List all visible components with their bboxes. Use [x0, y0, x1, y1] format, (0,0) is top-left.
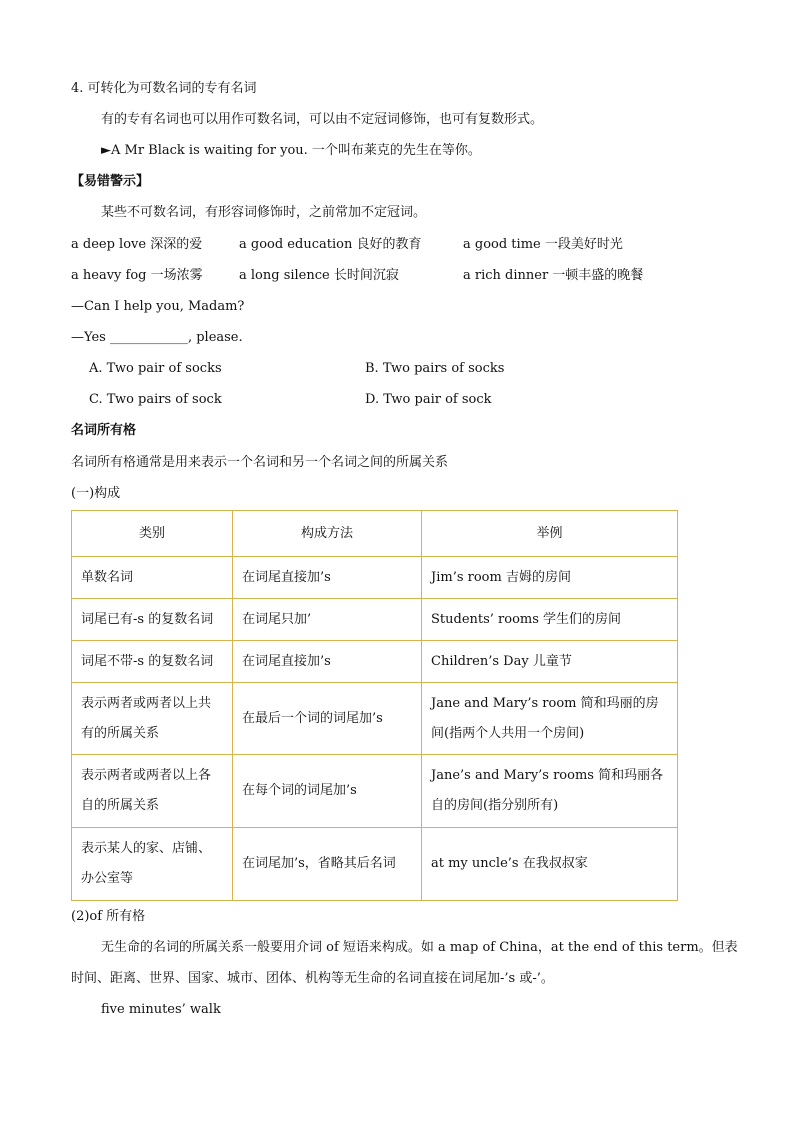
table-cell: 表示某人的家、店铺、办公室等	[72, 828, 233, 901]
subsection-heading: (2)of 所有格	[71, 909, 146, 924]
subsection-heading: (一)构成	[71, 486, 121, 501]
of-paragraph-line-1: 无生命的名词的所属关系一般要用介词 of 短语来构成。如 a map of China，at the end of this term。但表	[101, 940, 738, 955]
possessive-title: 名词所有格	[71, 423, 137, 438]
table-cell: 表示两者或两者以上各自的所属关系	[72, 755, 233, 828]
possessive-intro: 名词所有格通常是用来表示一个名词和另一个名词之间的所属关系	[71, 455, 449, 470]
table-row	[72, 683, 678, 755]
table-cell: Jane and Mary’s room 简和玛丽的房间(指两个人共用一个房间)	[422, 683, 678, 755]
table-cell: 表示两者或两者以上共有的所属关系	[72, 683, 233, 755]
phrase: a long silence 长时间沉寂	[239, 268, 399, 283]
phrase: a good time 一段美好时光	[463, 237, 623, 252]
example-phrase: five minutes’ walk	[101, 1002, 221, 1017]
of-paragraph-line-2: 时间、距离、世界、国家、城市、团体、机构等无生命的名词直接在词尾加-’s 或-’。	[71, 971, 554, 986]
example-sentence: ►A Mr Black is waiting for you. 一个叫布莱克的先生在等你。	[101, 143, 481, 158]
table-cell: Students’ rooms 学生们的房间	[422, 599, 678, 641]
option-b: B. Two pairs of socks	[365, 361, 505, 376]
table-cell: 在词尾直接加’s	[233, 641, 422, 683]
warning-text: 某些不可数名词，有形容词修饰时，之前常加不定冠词。	[101, 205, 427, 220]
table-cell: 在词尾加’s，省略其后名词	[233, 828, 422, 901]
table-row	[72, 828, 678, 901]
table-cell: at my uncle’s 在我叔叔家	[422, 828, 678, 901]
option-c: C. Two pairs of sock	[89, 392, 222, 407]
table-header-cell: 举例	[422, 511, 678, 557]
table-cell: 在最后一个词的词尾加’s	[233, 683, 422, 755]
table-row	[72, 557, 678, 599]
table-cell: 在每个词的词尾加’s	[233, 755, 422, 828]
warning-title: 【易错警示】	[71, 174, 150, 189]
table-cell: Children’s Day 儿童节	[422, 641, 678, 683]
question-line-2: —Yes ____________, please.	[71, 330, 243, 345]
possessive-table	[71, 510, 678, 901]
table-cell: 词尾不带-s 的复数名词	[72, 641, 233, 683]
table-row	[72, 755, 678, 828]
phrase: a good education 良好的教育	[239, 237, 422, 252]
phrase: a rich dinner 一顿丰盛的晚餐	[463, 268, 644, 283]
phrase: a heavy fog 一场浓雾	[71, 268, 203, 283]
table-cell: 词尾已有-s 的复数名词	[72, 599, 233, 641]
table-row	[72, 641, 678, 683]
phrase: a deep love 深深的爱	[71, 237, 203, 252]
table-header-cell: 类别	[72, 511, 233, 557]
table-row	[72, 599, 678, 641]
table-cell: 单数名词	[72, 557, 233, 599]
section-intro: 有的专有名词也可以用作可数名词，可以由不定冠词修饰，也可有复数形式。	[101, 112, 544, 127]
table-cell: Jane’s and Mary’s rooms 简和玛丽各自的房间(指分别所有)	[422, 755, 678, 828]
table-header-row	[72, 511, 678, 557]
option-d: D. Two pair of sock	[365, 392, 492, 407]
question-line-1: —Can I help you, Madam?	[71, 299, 245, 314]
section-heading: 4. 可转化为可数名词的专有名词	[71, 81, 257, 96]
table-cell: 在词尾只加’	[233, 599, 422, 641]
table-cell: 在词尾直接加’s	[233, 557, 422, 599]
option-a: A. Two pair of socks	[89, 361, 222, 376]
table-header-cell: 构成方法	[233, 511, 422, 557]
table-cell: Jim’s room 吉姆的房间	[422, 557, 678, 599]
